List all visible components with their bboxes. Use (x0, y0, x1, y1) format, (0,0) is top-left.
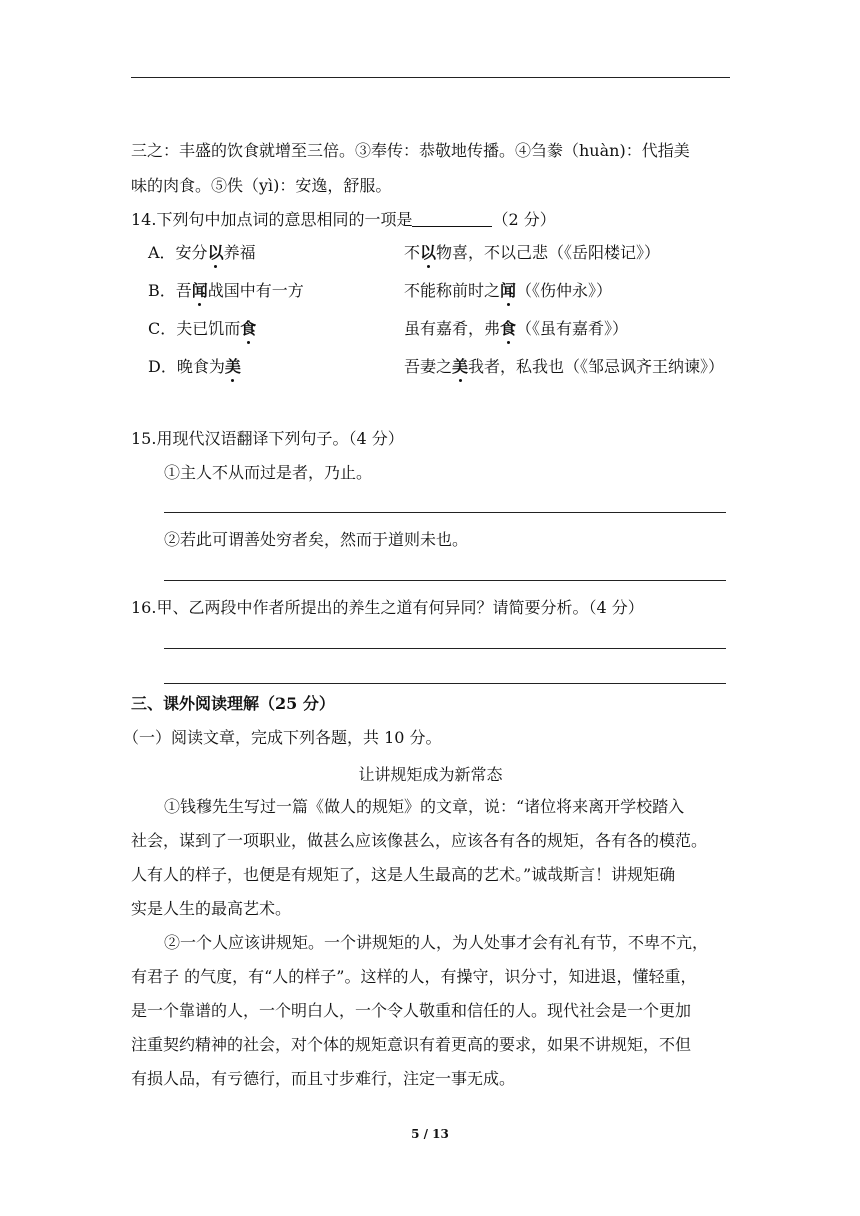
paragraph-line: 实是人生的最高艺术。 (131, 899, 292, 918)
paragraph-line: 注重契约精神的社会，对个体的规矩意识有着更高的要求，如果不讲规矩，不但 (131, 1035, 692, 1054)
article-title: 让讲规矩成为新常态 (358, 765, 503, 784)
option-text: 不能称前时之 (404, 281, 501, 300)
option-c-left (148, 319, 256, 339)
page-number: 5 / 13 (411, 1127, 449, 1141)
dotted-word: 食 (500, 319, 517, 338)
question-15-sentence-2: ②若此可谓善处穷者矣，然而于道则未也。 (164, 530, 469, 549)
dotted-word: 食 (240, 319, 257, 338)
paragraph-line: 是一个靠谱的人，一个明白人，一个令人敬重和信任的人。现代社会是一个更加 (131, 1001, 692, 1020)
option-text: 不 (404, 243, 421, 262)
gloss-line-1: 三之：丰盛的饮食就增至三倍。③奉传：恭敬地传播。④刍豢（huàn)：代指美 (131, 141, 690, 160)
article-paragraph-1 (131, 790, 730, 926)
option-d-right (404, 357, 724, 377)
option-text: 吾妻之 (404, 357, 453, 376)
dotted-word: 闻 (500, 281, 517, 300)
dotted-word: 闻 (191, 281, 208, 300)
option-text: B．吾 (148, 281, 192, 300)
option-text: C．夫已饥而 (148, 319, 241, 338)
article-paragraph-2 (131, 926, 730, 1096)
option-b-left (148, 281, 304, 301)
option-c-right (404, 319, 628, 339)
question-14-score: （2 分） (492, 210, 556, 229)
dotted-word: 以 (207, 243, 224, 262)
question-14-stem: 14.下列句中加点词的意思相同的一项是 (131, 210, 413, 229)
option-text: D．晚食为 (148, 357, 225, 376)
section-3-title: 三、课外阅读理解（25 分） (131, 694, 335, 713)
section-3-subtitle: （一）阅读文章，完成下列各题，共 10 分。 (123, 728, 442, 747)
option-a-right (404, 243, 660, 263)
gloss-line-2: 味的肉食。⑤佚（yì)：安逸，舒服。 (131, 176, 392, 195)
question-14 (131, 210, 556, 230)
answer-blank[interactable] (412, 210, 492, 227)
option-text: 我者，私我也（《邹忌讽齐王纳谏》） (468, 357, 725, 376)
dotted-word: 美 (224, 357, 241, 376)
paragraph-line: 人有人的样子，也便是有规矩了，这是人生最高的艺术。”诚哉斯言！讲规矩确 (131, 865, 676, 884)
option-text: 战国中有一方 (207, 281, 304, 300)
paragraph-line: 有损人品，有亏德行，而且寸步难行，注定一事无成。 (131, 1069, 516, 1088)
option-text: A．安分 (148, 243, 208, 262)
option-d-left (148, 357, 241, 377)
option-a-left (148, 243, 256, 263)
paragraph-line: 社会，谋到了一项职业，做甚么应该像甚么，应该各有各的规矩，各有各的模范。 (131, 831, 708, 850)
question-15-sentence-1: ①主人不从而过是者，乃止。 (164, 463, 373, 482)
paragraph-line: 有君子 的气度，有“人的样子”。这样的人，有操守，识分寸，知进退，懂轻重， (131, 967, 697, 986)
paragraph-line: ②一个人应该讲规矩。一个讲规矩的人，为人处事才会有礼有节，不卑不亢， (164, 933, 709, 952)
paragraph-line: ①钱穆先生写过一篇《做人的规矩》的文章，说：“诸位将来离开学校踏入 (164, 797, 685, 816)
dotted-word: 以 (420, 243, 437, 262)
answer-line[interactable] (164, 648, 726, 649)
question-16-stem: 16.甲、乙两段中作者所提出的养生之道有何异同？请简要分析。（4 分） (131, 598, 644, 617)
answer-line[interactable] (164, 580, 726, 581)
option-text: 物喜，不以己悲（《岳阳楼记》） (436, 243, 661, 262)
option-text: 养福 (223, 243, 256, 262)
answer-line[interactable] (164, 683, 726, 684)
option-text: （《伤仲永》） (516, 281, 613, 300)
answer-line[interactable] (164, 512, 726, 513)
option-b-right (404, 281, 612, 301)
option-text: 虽有嘉肴，弗 (404, 319, 501, 338)
header-rule (131, 77, 730, 78)
question-15-stem: 15.用现代汉语翻译下列句子。（4 分） (131, 429, 404, 448)
dotted-word: 美 (452, 357, 469, 376)
option-text: （《虽有嘉肴》） (516, 319, 629, 338)
